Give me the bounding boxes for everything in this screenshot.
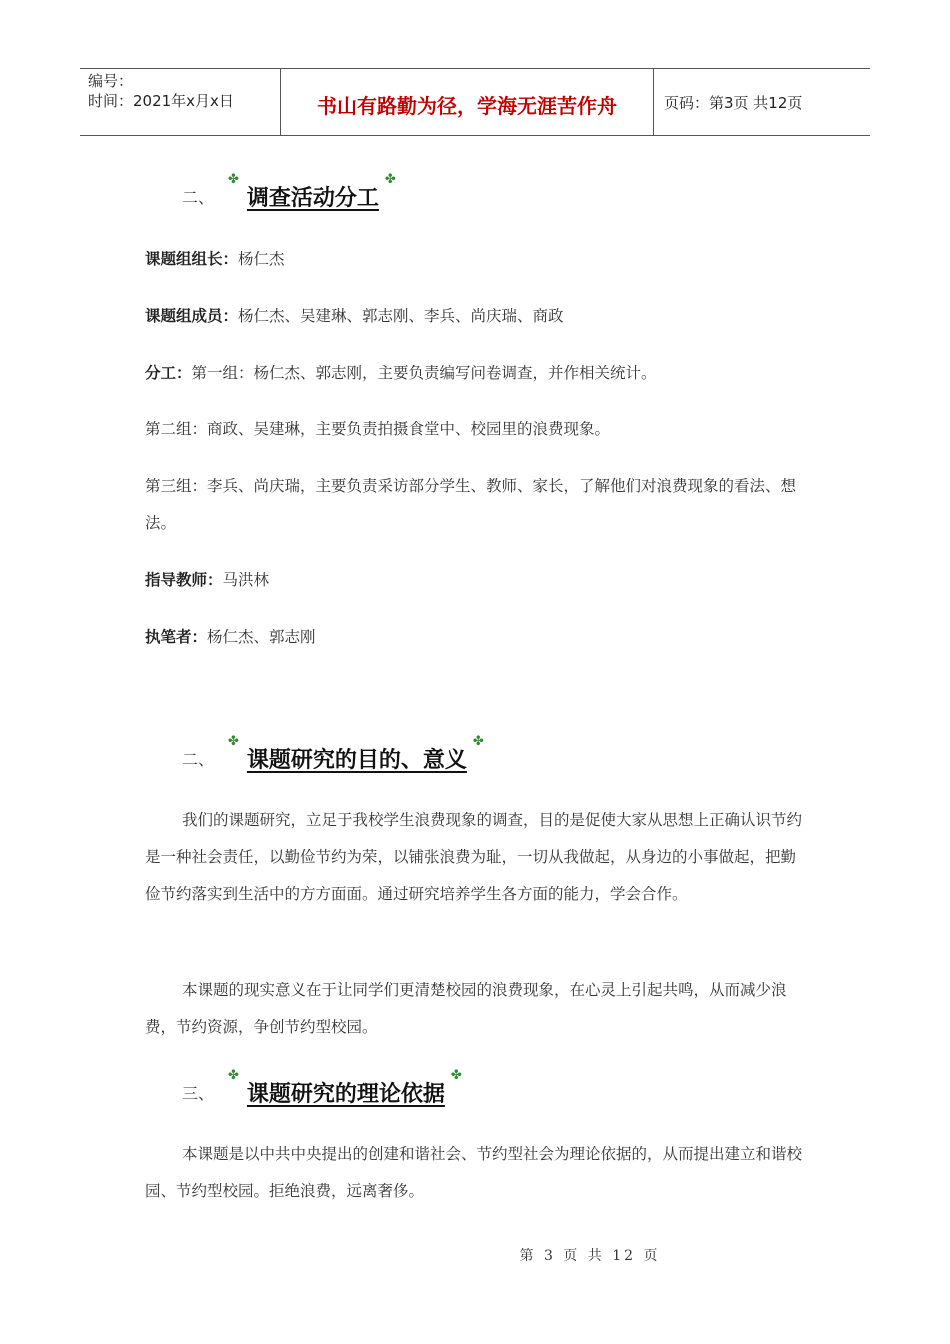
- purpose-paragraph-1: 我们的课题研究，立足于我校学生浪费现象的调查，目的是促使大家从思想上正确认识节约是一种社会责任，以勤俭节约为荣，以铺张浪费为耻，一切从我做起，从身边的小事做起，把勤俭节约落实到生活中的方方面面。通过研究培养学生各方面的能力，学会合作。: [145, 811, 803, 903]
- leader-line: [145, 240, 810, 278]
- section-heading-purpose: [182, 734, 484, 774]
- header-motto-cell: [281, 69, 654, 135]
- page-footer: 第 3 页 共 12 页: [519, 1248, 661, 1264]
- members-label: 课题组成员：: [145, 306, 239, 325]
- clover-icon: ✤: [384, 172, 396, 187]
- clover-icon: ✤: [228, 1068, 239, 1083]
- section-number: 二、: [182, 750, 215, 769]
- section-number: 三、: [182, 1084, 215, 1103]
- page-label: 页码：第3页 共12页: [664, 93, 803, 112]
- members-line: [145, 297, 810, 335]
- header-info-cell: [80, 69, 281, 135]
- section-title: 课题研究的目的、意义: [246, 747, 467, 773]
- advisor-label: 指导教师：: [145, 570, 223, 589]
- writer-line: [145, 618, 810, 656]
- clover-icon: ✤: [472, 734, 484, 749]
- work-label: 分工：: [145, 363, 192, 382]
- section-heading-division: [182, 172, 396, 212]
- clover-icon: ✤: [228, 734, 239, 749]
- group1-value: 第一组：杨仁杰、郭志刚，主要负责编写问卷调查，并作相关统计。: [191, 364, 657, 382]
- time-label: 时间：2021年x月x日: [88, 92, 234, 110]
- group1-line: [145, 354, 810, 392]
- group3-line: 第三组：李兵、尚庆瑞，主要负责采访部分学生、教师、家长，了解他们对浪费现象的看法、想法。: [145, 477, 797, 532]
- group2-line: 第二组：商政、吴建琳，主要负责拍摄食堂中、校园里的浪费现象。: [145, 420, 611, 438]
- theory-paragraph: 本课题是以中共中央提出的创建和谐社会、节约型社会为理论依据的，从而提出建立和谐校园、节约型校园。拒绝浪费，远离奢侈。: [145, 1145, 803, 1200]
- members-value: 杨仁杰、吴建琳、郭志刚、李兵、尚庆瑞、商政: [238, 307, 564, 325]
- leader-label: 课题组组长：: [145, 249, 239, 268]
- clover-icon: ✤: [450, 1068, 462, 1083]
- header-page-cell: [654, 69, 870, 135]
- motto: 书山有路勤为径，学海无涯苦作舟: [317, 93, 617, 118]
- section-number: 二、: [182, 188, 215, 207]
- section-title: 课题研究的理论依据: [246, 1081, 445, 1107]
- section-title: 调查活动分工: [246, 185, 379, 211]
- leader-value: 杨仁杰: [238, 250, 285, 268]
- number-label: 编号：: [88, 72, 134, 90]
- advisor-line: [145, 561, 810, 599]
- clover-icon: ✤: [228, 172, 239, 187]
- advisor-value: 马洪林: [222, 571, 270, 589]
- section-heading-theory: [182, 1068, 462, 1108]
- writer-label: 执笔者：: [145, 627, 208, 646]
- writer-value: 杨仁杰、郭志刚: [207, 628, 316, 646]
- header-table: [80, 68, 870, 136]
- purpose-paragraph-2: 本课题的现实意义在于让同学们更清楚校园的浪费现象，在心灵上引起共鸣，从而减少浪费，节约资源，争创节约型校园。: [145, 981, 787, 1036]
